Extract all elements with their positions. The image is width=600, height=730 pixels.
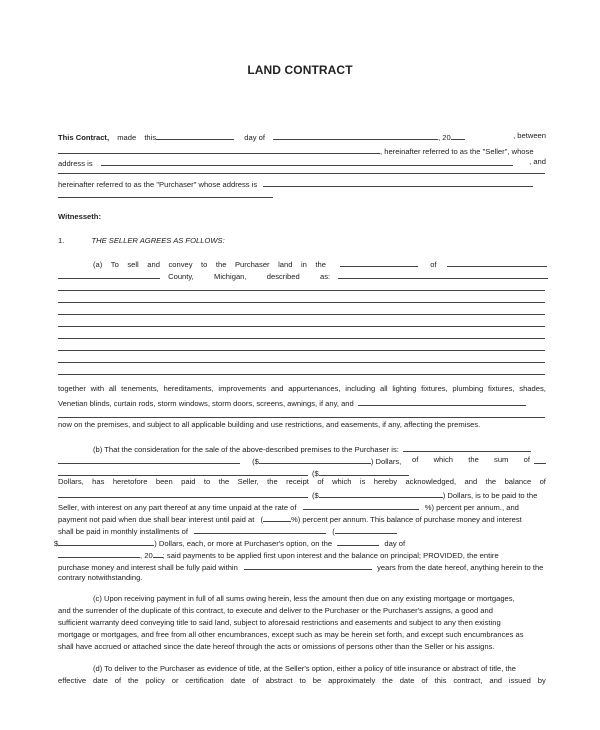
text-fragment: plumbing	[452, 384, 484, 393]
para-c-line-5: shall have accrued or attached since the date hereof through the acts or omissions of persons other than the Seller or his assigns.	[58, 642, 495, 651]
text-fragment: has	[92, 477, 105, 486]
text-fragment: in	[300, 260, 307, 269]
text-fragment: , and	[529, 157, 546, 166]
text-fragment: as:	[319, 272, 331, 281]
text-fragment: is	[359, 477, 366, 486]
text-fragment: or	[171, 676, 179, 685]
para-b-line-1	[93, 443, 581, 455]
text-fragment: Michigan,	[214, 272, 247, 281]
text-fragment: date	[399, 676, 415, 685]
down-payment-words-blank[interactable]	[534, 455, 546, 464]
balance-blank[interactable]	[58, 489, 308, 498]
text-fragment: shades,	[519, 384, 546, 393]
text-fragment: ($	[252, 457, 259, 466]
text-fragment: day of	[244, 133, 265, 142]
text-fragment: made	[117, 133, 137, 142]
para-b-line-3	[58, 477, 546, 487]
text-fragment: all	[379, 384, 388, 393]
text-fragment: lighting	[392, 384, 417, 393]
text-fragment: THE SELLER AGREES AS FOLLOWS:	[91, 236, 225, 245]
late-interest-blank[interactable]	[263, 513, 291, 522]
intro-line-4	[58, 178, 546, 190]
text-fragment: to	[203, 477, 211, 486]
text-fragment: acknowledged,	[405, 477, 457, 486]
text-fragment: %) percent per annum.	[424, 503, 502, 512]
text-fragment: , 20	[438, 133, 451, 142]
text-fragment: hereby	[373, 477, 398, 486]
text-fragment: County,	[168, 272, 194, 281]
para-c-line-1: (c) Upon receiving payment in full of all sums owing herein, less the amount then due on any existing mortgage or mortgages,	[93, 594, 515, 603]
text-fragment: ; said payments to be applied first upon interest and the balance on principal; PROVIDED, the entire	[162, 551, 499, 560]
installment-dollars-blank[interactable]	[58, 537, 154, 546]
text-fragment: ($	[312, 469, 319, 478]
date-month-blank[interactable]	[273, 131, 438, 140]
text-fragment: the	[215, 260, 227, 269]
text-fragment: together	[58, 384, 86, 393]
text-fragment: this	[144, 133, 157, 142]
text-fragment: including	[345, 384, 376, 393]
text-fragment: fixtures,	[421, 384, 448, 393]
witnesseth-heading: Witnesseth:	[58, 212, 101, 221]
description-blank[interactable]	[338, 270, 548, 279]
intro-line-1	[58, 131, 546, 143]
intro-line-3	[58, 157, 546, 169]
text-fragment: , and	[502, 503, 519, 512]
text-fragment: , hereinafter referred to as the "Seller", whose	[380, 147, 534, 156]
para-a-line-2	[58, 270, 546, 282]
text-fragment: and	[464, 477, 478, 486]
text-fragment: day of	[384, 539, 406, 548]
description-line[interactable]	[58, 350, 545, 351]
purchaser-address-blank[interactable]	[263, 178, 533, 187]
text-fragment: the	[485, 477, 497, 486]
interest-rate-blank[interactable]	[303, 501, 419, 510]
first-payment-month-blank[interactable]	[58, 549, 140, 558]
text-fragment: the	[218, 477, 230, 486]
text-fragment: Dollars,	[58, 477, 84, 486]
para-c-line-2: and the surrender of the duplicate of this contract, to execute and deliver to the Purchaser or the Purchaser's assigns, a good and	[58, 606, 493, 615]
text-fragment: paid	[181, 477, 196, 486]
description-line[interactable]	[58, 362, 545, 363]
text-fragment: and	[147, 260, 160, 269]
text-fragment: To	[110, 260, 119, 269]
text-fragment: fixtures,	[487, 384, 515, 393]
text-fragment: Seller,	[237, 477, 259, 486]
blank-line[interactable]	[58, 173, 545, 174]
text-fragment: ) Dollars,	[370, 457, 402, 466]
text-fragment: (	[332, 527, 335, 536]
text-fragment: %) percent per annum. This balance of purchase money and interest	[290, 515, 522, 524]
together-line-2	[58, 397, 546, 409]
text-fragment: Purchaser	[234, 260, 270, 269]
text-fragment: (a)	[93, 260, 103, 269]
text-fragment: of	[523, 455, 530, 464]
para-a-line-1	[93, 258, 546, 270]
text-fragment: all	[108, 384, 117, 393]
text-fragment: the	[382, 676, 393, 685]
para-b-line-2	[58, 455, 546, 467]
together-line-1	[58, 384, 546, 394]
para-b-line-4	[58, 501, 546, 513]
text-fragment: date	[230, 676, 246, 685]
para-b-line-9: contrary notwithstanding.	[58, 573, 143, 582]
para-b-line-6b	[54, 537, 546, 549]
text-fragment: approximately	[328, 676, 376, 685]
text-fragment: abstract	[265, 676, 293, 685]
date-day-blank[interactable]	[156, 131, 234, 140]
description-line[interactable]	[58, 302, 545, 303]
text-fragment: purchase money and interest shall be fully paid within	[58, 563, 238, 572]
text-fragment: the	[127, 676, 139, 685]
description-line[interactable]	[58, 326, 545, 327]
text-fragment: receipt	[286, 477, 309, 486]
seller-name-blank[interactable]	[58, 145, 380, 154]
date-year-blank[interactable]	[451, 131, 465, 140]
description-line[interactable]	[58, 374, 545, 375]
text-fragment: described	[266, 272, 300, 281]
text-fragment: of	[252, 676, 259, 685]
text-fragment: ) Dollars, is to be paid to the	[442, 491, 538, 500]
down-payment-blank[interactable]	[58, 467, 308, 476]
text-fragment: policy	[145, 676, 165, 685]
consideration-blank[interactable]	[403, 443, 531, 452]
first-payment-year-blank[interactable]	[153, 549, 163, 558]
text-fragment: effective	[58, 676, 87, 685]
installment-amount-blank[interactable]	[335, 525, 397, 534]
land-location-blank[interactable]	[340, 258, 418, 267]
text-fragment: payment not paid when due shall bear interest until paid at	[58, 515, 255, 524]
text-fragment: (b) That the consideration for the sale of the above-described premises to the Purchaser is:	[93, 445, 399, 454]
text-fragment: address is	[58, 159, 93, 168]
section-1-heading	[58, 236, 546, 246]
text-fragment	[168, 272, 330, 282]
blank-line[interactable]	[58, 197, 273, 198]
text-fragment: this	[434, 676, 447, 685]
text-fragment: hereditaments,	[163, 384, 214, 393]
consideration-words-blank[interactable]	[58, 455, 240, 464]
text-fragment: and	[489, 676, 503, 685]
para-b-line-7	[58, 549, 546, 561]
this-contract-label: This Contract,	[58, 133, 110, 142]
para-b-line-6	[58, 525, 546, 537]
text-fragment: balance	[504, 477, 532, 486]
document-title: LAND CONTRACT	[247, 63, 353, 77]
description-line[interactable]	[58, 338, 545, 339]
text-fragment: the	[315, 260, 326, 269]
text-fragment: ($	[312, 491, 319, 500]
text-fragment: by	[537, 676, 546, 685]
text-fragment: improvements	[218, 384, 267, 393]
text-fragment	[412, 455, 530, 465]
term-years-blank[interactable]	[244, 561, 372, 570]
text-fragment: heretofore	[112, 477, 148, 486]
intro-line-2	[58, 145, 546, 157]
text-fragment: shall be paid in monthly installments of	[58, 527, 189, 536]
text-fragment: date	[93, 676, 108, 685]
text-fragment: be	[312, 676, 322, 685]
text-fragment: been	[155, 477, 173, 486]
para-b-line-8	[58, 561, 546, 573]
text-fragment: contract,	[453, 676, 483, 685]
text-fragment: certification	[185, 676, 224, 685]
para-a-words	[93, 260, 326, 270]
description-line[interactable]	[58, 290, 545, 291]
blank-line[interactable]	[58, 417, 545, 418]
text-fragment: $	[54, 539, 59, 548]
text-fragment: and	[270, 384, 284, 393]
balance-amount-blank[interactable]	[319, 489, 443, 498]
text-fragment: land	[278, 260, 293, 269]
para-c-line-4: mortgage or mortgages, and free from all other encumbrances, except such as may be herein set forth, and except such encumbrances as	[58, 630, 524, 639]
text-fragment: sum	[494, 455, 509, 464]
county-blank[interactable]	[58, 270, 160, 279]
text-fragment: of	[114, 676, 122, 685]
text-fragment: the	[267, 477, 278, 486]
text-fragment: of	[317, 477, 324, 486]
text-fragment: of	[421, 676, 428, 685]
text-fragment: of	[430, 260, 437, 269]
text-fragment: appurtenances,	[288, 384, 341, 393]
down-payment-amount-blank[interactable]	[319, 467, 409, 476]
para-b-line-5	[58, 513, 546, 525]
para-c-line-3: sufficient warranty deed conveying title to said land, subject to aforesaid restrictions and easements and subject to any then existing	[58, 618, 501, 627]
text-fragment: sell	[127, 260, 139, 269]
text-fragment: years from the date hereof, anything herein to the	[377, 563, 544, 572]
consideration-amount-blank[interactable]	[259, 455, 371, 464]
text-fragment: , between	[513, 131, 546, 140]
text-fragment: to	[201, 260, 208, 269]
together-line-3: now on the premises, and subject to all applicable building and use restrictions, and easements, if any, affecting the premises.	[58, 420, 481, 429]
text-fragment: tenements,	[121, 384, 159, 393]
text-fragment: issued	[508, 676, 531, 685]
township-blank[interactable]	[447, 258, 547, 267]
text-fragment: which	[433, 455, 453, 464]
installment-blank[interactable]	[194, 525, 326, 534]
text-fragment: of	[412, 455, 419, 464]
para-d-line-1: (d) To deliver to the Purchaser as evidence of title, at the Seller's option, either a policy of title insurance or abstract of title, the	[93, 664, 516, 673]
text-fragment: Venetian blinds, curtain rods, storm windows, storm doors, screens, awnings, if any, and	[58, 399, 354, 408]
installment-day-blank[interactable]	[337, 537, 379, 546]
seller-address-blank[interactable]	[101, 157, 513, 166]
text-fragment: the	[468, 455, 479, 464]
additional-items-blank[interactable]	[358, 397, 526, 406]
text-fragment: convey	[168, 260, 193, 269]
text-fragment: hereinafter referred to as the "Purchaser" whose address is	[58, 180, 258, 189]
description-line[interactable]	[58, 314, 545, 315]
text-fragment: ) Dollars, each, or more at Purchaser's option, on the	[154, 539, 333, 548]
text-fragment: , 20	[140, 551, 153, 560]
text-fragment: which	[332, 477, 352, 486]
para-d-line-2	[58, 676, 546, 686]
para-b-line-3b	[58, 489, 546, 501]
text-fragment: 1.	[58, 236, 65, 245]
text-fragment: of	[539, 477, 546, 486]
text-fragment: to	[299, 676, 306, 685]
text-fragment: (	[260, 515, 263, 524]
text-fragment: with	[90, 384, 105, 393]
text-fragment: Seller, with interest on any part thereof at any time unpaid at the rate of	[58, 503, 297, 512]
